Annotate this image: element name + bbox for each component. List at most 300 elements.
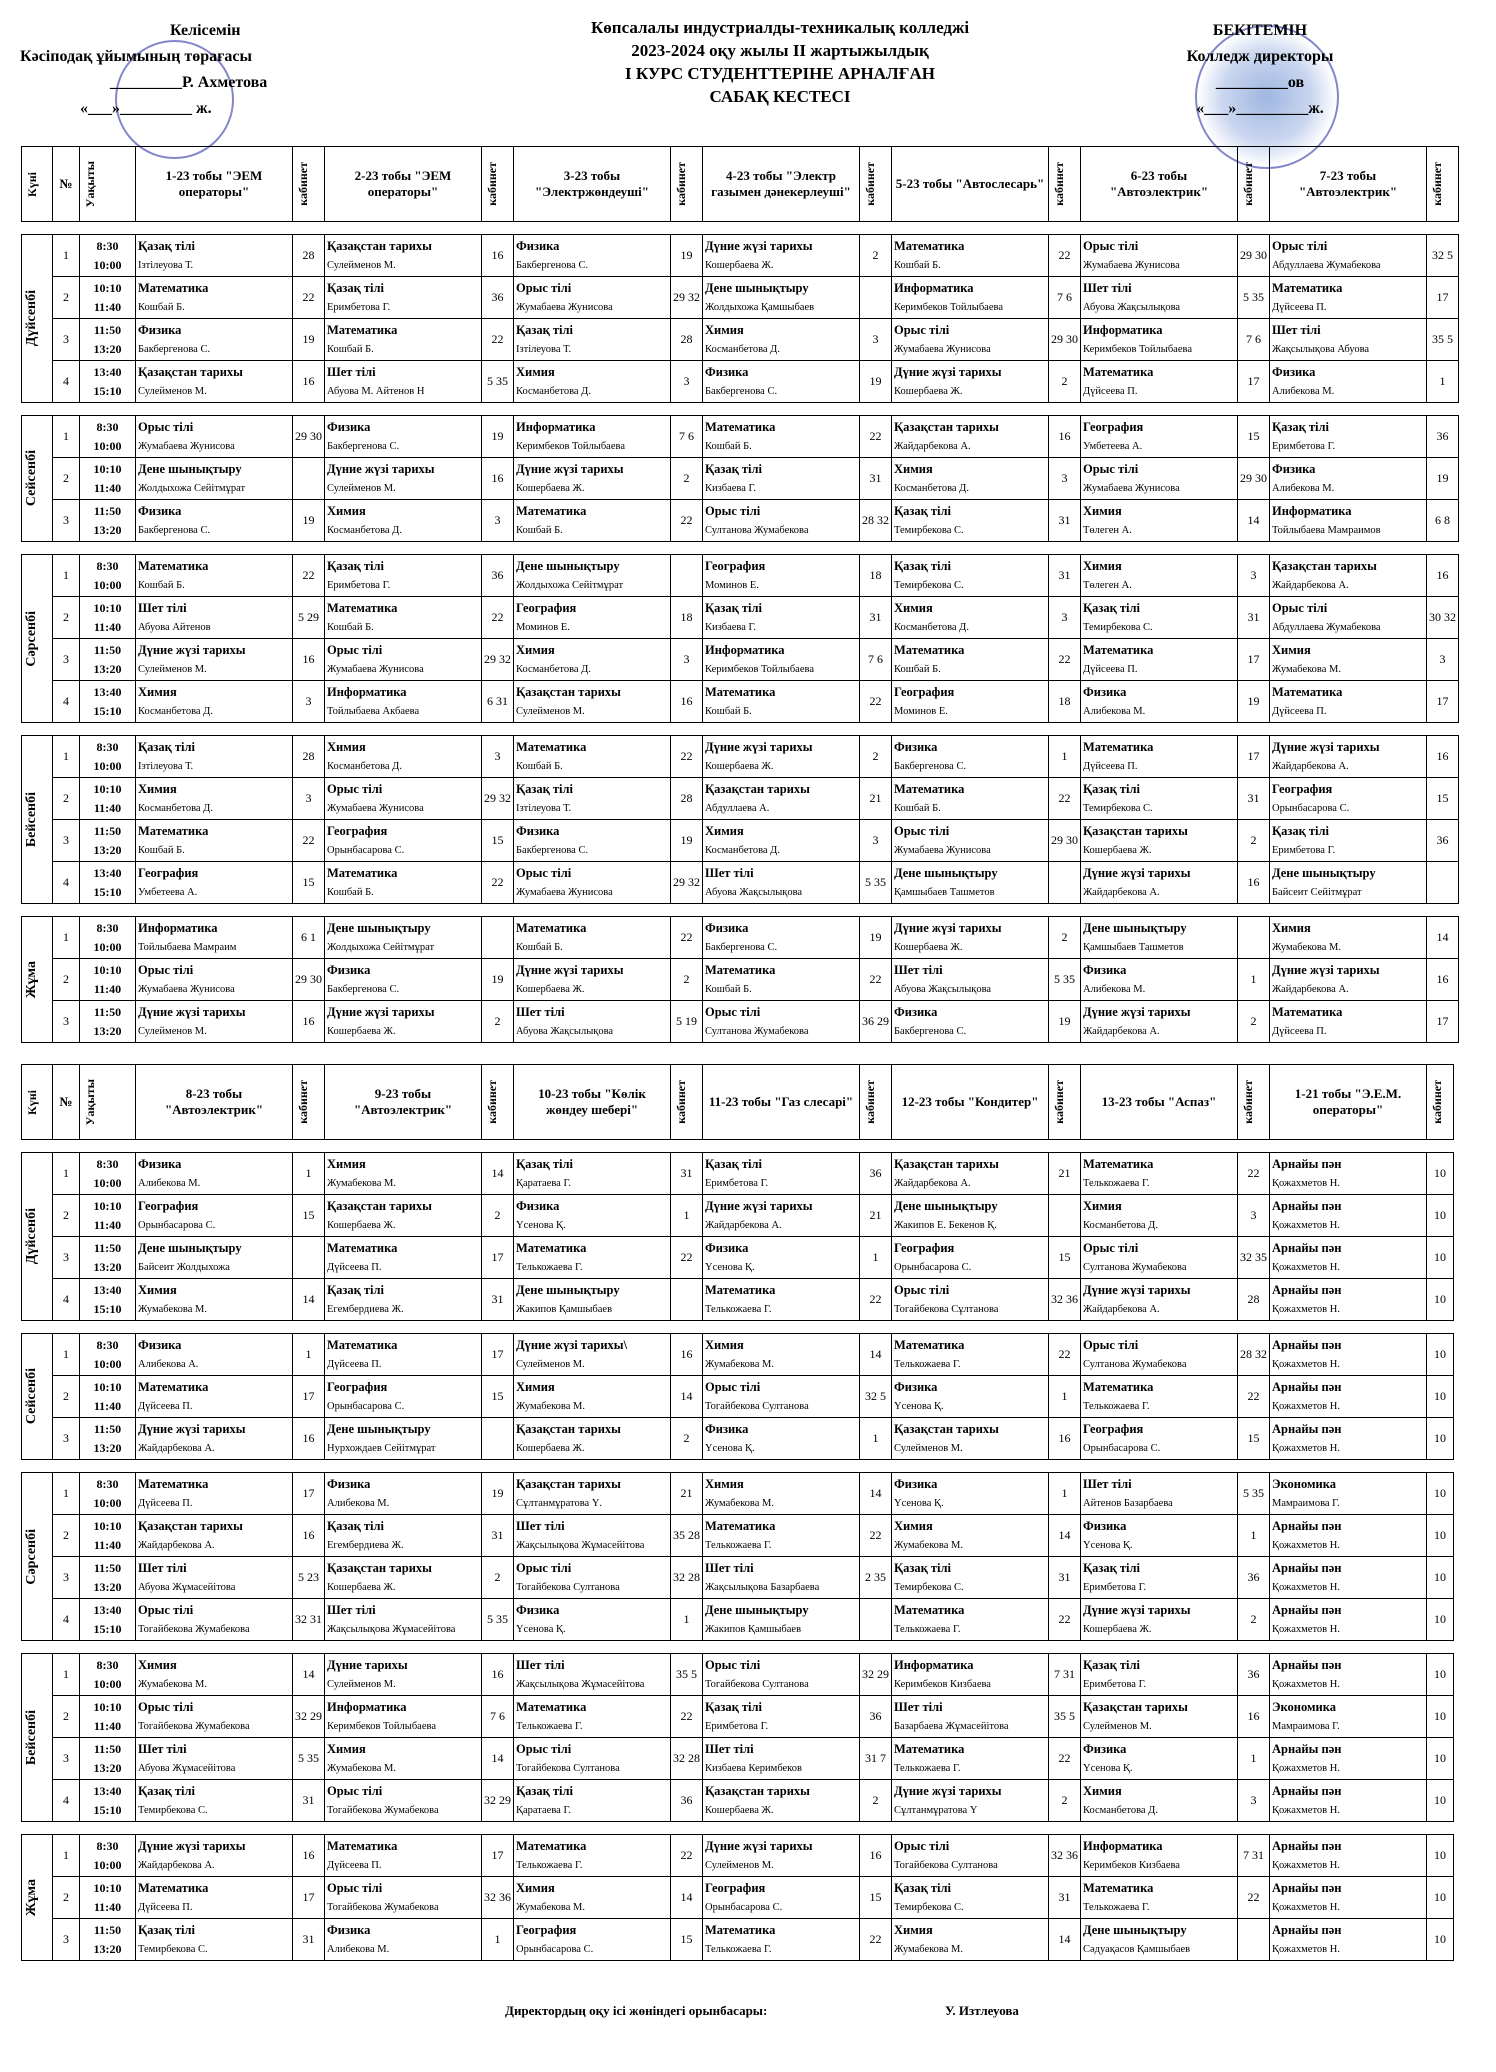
lesson-cell — [325, 1919, 482, 1961]
teacher: Тогайбекова Сұлтанова — [894, 1303, 999, 1315]
subject: Химия — [1083, 1783, 1122, 1798]
cabinet-number — [1238, 1919, 1270, 1961]
lesson-cell — [892, 500, 1049, 542]
subject: Орыс тілі — [894, 1282, 950, 1297]
cabinet-number: 16 — [293, 1001, 325, 1043]
cabinet-number: 32 35 — [1238, 1237, 1270, 1279]
lesson-cell — [703, 1473, 860, 1515]
lesson-cell — [892, 639, 1049, 681]
lesson-cell — [892, 1515, 1049, 1557]
lesson-cell — [892, 862, 1049, 904]
cabinet-number: 19 — [860, 361, 892, 403]
teacher: Қожахметов Н. — [1272, 1943, 1340, 1955]
cabinet-number: 35 5 — [1427, 319, 1459, 361]
cabinet-number: 10 — [1427, 1557, 1454, 1599]
teacher: Телькожаева Г. — [1083, 1901, 1150, 1913]
subject: География — [327, 1379, 388, 1394]
teacher: Қожахметов Н. — [1272, 1177, 1340, 1189]
lesson-cell — [1270, 1835, 1427, 1877]
lesson-cell — [514, 235, 671, 277]
teacher: Жайдарбекова А. — [1083, 1025, 1160, 1037]
lesson-time: 10:10 11:40 — [80, 1195, 136, 1237]
number-header: № — [53, 147, 80, 222]
lesson-row — [22, 1153, 1454, 1195]
teacher: Телькожаева Г. — [516, 1859, 583, 1871]
subject: Орыс тілі — [1272, 600, 1328, 615]
teacher: Жакипов Е. Бекенов Қ. — [894, 1219, 997, 1231]
cabinet-number: 16 — [1238, 862, 1270, 904]
cabinet-number: 17 — [482, 1237, 514, 1279]
lesson-cell — [514, 959, 671, 1001]
subject: Физика — [894, 1476, 938, 1491]
cabinet-number: 15 — [293, 1195, 325, 1237]
lesson-cell — [136, 1237, 293, 1279]
teacher: Сәдуақасов Қамшыбаев — [1083, 1943, 1191, 1955]
teacher: Бакбергенова С. — [138, 343, 211, 355]
cabinet-number: 1 — [293, 1334, 325, 1376]
cabinet-number: 31 — [1049, 1557, 1081, 1599]
lesson-cell — [514, 500, 671, 542]
teacher: Кошбай Б. — [705, 983, 752, 995]
teacher: Қожахметов Н. — [1272, 1678, 1340, 1690]
subject: Дүние жүзі тарихы — [1083, 865, 1191, 880]
lesson-row — [22, 416, 1459, 458]
subject: Физика — [894, 739, 938, 754]
teacher: Жумабаева Жунисова — [327, 663, 424, 675]
cabinet-number: 36 29 — [860, 1001, 892, 1043]
subject: Химия — [516, 364, 555, 379]
teacher: Орынбасарова С. — [516, 1943, 594, 1955]
cabinet-number: 22 — [1049, 1334, 1081, 1376]
day-separator — [22, 1822, 1454, 1835]
teacher: Айтенов Базарбаева — [1083, 1497, 1173, 1509]
cabinet-number: 15 — [482, 1376, 514, 1418]
cabinet-number: 7 6 — [860, 639, 892, 681]
cabinet-number: 22 — [293, 277, 325, 319]
lesson-cell — [703, 1376, 860, 1418]
subject: Математика — [1272, 684, 1343, 699]
lesson-cell — [703, 1780, 860, 1822]
lesson-cell — [1270, 555, 1427, 597]
subject: Математика — [1083, 1379, 1154, 1394]
lesson-row — [22, 1376, 1454, 1418]
subject: География — [138, 1198, 199, 1213]
lesson-row — [22, 917, 1459, 959]
subject: Қазақ тілі — [138, 739, 196, 754]
lesson-cell — [1270, 862, 1427, 904]
subject: Қазақ тілі — [705, 461, 763, 476]
subject: Математика — [894, 642, 965, 657]
subject: Қазақ тілі — [1272, 823, 1330, 838]
teacher: Кошербаева Ж. — [516, 983, 585, 995]
cabinet-number — [671, 555, 703, 597]
lesson-cell — [1081, 1195, 1238, 1237]
subject: Дене шынықтыру — [894, 1198, 998, 1213]
subject: Қазақ тілі — [1083, 1560, 1141, 1575]
lesson-cell — [703, 736, 860, 778]
cabinet-number: 16 — [482, 235, 514, 277]
lesson-cell — [325, 1153, 482, 1195]
lesson-cell — [703, 1153, 860, 1195]
lesson-cell — [325, 1599, 482, 1641]
cabinet-number: 7 31 — [1049, 1654, 1081, 1696]
cabinet-number: 21 — [1049, 1153, 1081, 1195]
lesson-cell — [514, 1001, 671, 1043]
subject: Шет тілі — [516, 1657, 565, 1672]
teacher: Қаратаева Г. — [516, 1804, 571, 1816]
subject: Қазақ тілі — [894, 1560, 952, 1575]
day-separator — [22, 222, 1459, 235]
teacher: Жайдарбекова А. — [705, 1219, 782, 1231]
lesson-time: 11:50 13:20 — [80, 1919, 136, 1961]
subject: Дене шынықтыру — [327, 920, 431, 935]
subject: Химия — [516, 1379, 555, 1394]
teacher: Тогайбекова Султанова — [705, 1678, 809, 1690]
cabinet-number: 32 36 — [1049, 1279, 1081, 1321]
subject: Арнайы пән — [1272, 1922, 1342, 1937]
teacher: Тогайбекова Жумабекова — [138, 1623, 250, 1635]
teacher: Кизбаева Г. — [705, 482, 757, 494]
subject: Дене шынықтыру — [1272, 865, 1376, 880]
subject: Математика — [138, 280, 209, 295]
lesson-cell — [1270, 1195, 1427, 1237]
lesson-cell — [514, 1696, 671, 1738]
teacher: Үсенова Қ. — [1083, 1539, 1133, 1551]
lesson-cell — [325, 1835, 482, 1877]
teacher: Сулейменов М. — [516, 1358, 585, 1370]
subject: Математика — [1083, 739, 1154, 754]
subject: Химия — [327, 1156, 366, 1171]
subject: География — [1083, 419, 1144, 434]
subject: Орыс тілі — [138, 1699, 194, 1714]
teacher: Абдуллаева Жумабекова — [1272, 259, 1381, 271]
subject: Физика — [1272, 461, 1316, 476]
cabinet-number: 16 — [1427, 736, 1459, 778]
teacher: Орынбасарова С. — [1272, 802, 1350, 814]
teacher: Бакбергенова С. — [894, 760, 967, 772]
teacher: Жолдыхожа Сейітмұрат — [516, 579, 624, 591]
subject: Математика — [138, 1476, 209, 1491]
lesson-cell — [325, 778, 482, 820]
teacher: Дүйсеева П. — [1272, 705, 1327, 717]
lesson-cell — [325, 1334, 482, 1376]
subject: Дүние жүзі тарихы — [705, 1198, 813, 1213]
cabinet-number: 2 — [860, 1780, 892, 1822]
cabinet-number: 32 36 — [1049, 1835, 1081, 1877]
group-header: 5-23 тобы "Автослесарь" — [892, 147, 1049, 222]
subject: Химия — [705, 823, 744, 838]
teacher: Сулейменов М. — [327, 1678, 396, 1690]
subject: Физика — [1083, 684, 1127, 699]
lesson-cell — [703, 1919, 860, 1961]
lesson-cell — [703, 1599, 860, 1641]
subject: Шет тілі — [1083, 1476, 1132, 1491]
teacher: Умбетеева А. — [138, 886, 198, 898]
subject: Қазақ тілі — [894, 558, 952, 573]
subject: Математика — [327, 865, 398, 880]
subject: Дүние жүзі тарихы — [1083, 1602, 1191, 1617]
cabinet-number: 2 — [482, 1195, 514, 1237]
lesson-row — [22, 1334, 1454, 1376]
subject: Информатика — [894, 280, 974, 295]
cabinet-number: 1 — [482, 1919, 514, 1961]
subject: Шет тілі — [327, 364, 376, 379]
subject: Физика — [894, 1379, 938, 1394]
lesson-cell — [514, 1877, 671, 1919]
subject: Дүние жүзі тарихы — [516, 461, 624, 476]
subject: Арнайы пән — [1272, 1657, 1342, 1672]
cabinet-number: 10 — [1427, 1599, 1454, 1641]
lesson-cell — [325, 1696, 482, 1738]
lesson-cell — [325, 1557, 482, 1599]
teacher: Жолдыхожа Қамшыбаев — [705, 301, 815, 313]
lesson-number: 3 — [53, 1237, 80, 1279]
lesson-number: 4 — [53, 862, 80, 904]
lesson-cell — [892, 555, 1049, 597]
teacher: Бакбергенова С. — [327, 440, 400, 452]
lesson-row — [22, 555, 1459, 597]
subject: Қазақстан тарихы — [705, 1783, 810, 1798]
teacher: Еримбетова Г. — [327, 579, 391, 591]
cabinet-number: 3 — [1049, 597, 1081, 639]
teacher: Жакипов Қамшыбаев — [516, 1303, 613, 1315]
subject: Қазақ тілі — [1083, 600, 1141, 615]
cabinet-number: 18 — [671, 597, 703, 639]
cabinet-number: 31 — [293, 1780, 325, 1822]
lesson-cell — [1081, 917, 1238, 959]
cabinet-number — [482, 917, 514, 959]
teacher: Кошбай Б. — [894, 663, 941, 675]
lesson-cell — [892, 681, 1049, 723]
cabinet-number: 2 — [1238, 1001, 1270, 1043]
lesson-time: 10:10 11:40 — [80, 458, 136, 500]
cabinet-number: 3 — [1238, 555, 1270, 597]
teacher: Жумабекова М. — [894, 1943, 963, 1955]
subject: Математика — [138, 1379, 209, 1394]
subject: Орыс тілі — [516, 865, 572, 880]
lesson-cell — [892, 277, 1049, 319]
lesson-number: 1 — [53, 555, 80, 597]
teacher: Косманбетова Д. — [894, 482, 969, 494]
subject: Арнайы пән — [1272, 1783, 1342, 1798]
lesson-cell — [892, 1418, 1049, 1460]
cabinet-number: 29 32 — [482, 778, 514, 820]
teacher: Керимбеков Тойлыбаева — [1083, 343, 1192, 355]
cabinet-number: 3 — [860, 319, 892, 361]
teacher: Абуова Жақсылықова — [1083, 301, 1181, 313]
cabinet-number: 32 31 — [293, 1599, 325, 1641]
cabinet-number: 30 32 — [1427, 597, 1459, 639]
lesson-cell — [1081, 416, 1238, 458]
subject: Химия — [516, 642, 555, 657]
lesson-cell — [703, 1696, 860, 1738]
subject: Дүние жүзі тарихы — [138, 1004, 246, 1019]
lesson-cell — [1270, 361, 1427, 403]
subject: Шет тілі — [1272, 322, 1321, 337]
lesson-cell — [703, 1001, 860, 1043]
lesson-number: 2 — [53, 959, 80, 1001]
cabinet-number: 32 29 — [860, 1654, 892, 1696]
teacher: Жақсылықова Жұмасейітова — [516, 1678, 645, 1690]
lesson-cell — [136, 235, 293, 277]
cabinet-number: 17 — [1427, 681, 1459, 723]
subject: Қазақ тілі — [327, 1518, 385, 1533]
cabinet-number: 21 — [671, 1473, 703, 1515]
cabinet-number: 6 1 — [293, 917, 325, 959]
subject: Дене шынықтыру — [705, 1602, 809, 1617]
teacher: Жақсылықова Жұмасейітова — [516, 1539, 645, 1551]
subject: Информатика — [1083, 322, 1163, 337]
cabinet-number: 15 — [860, 1877, 892, 1919]
lesson-cell — [892, 416, 1049, 458]
cabinet-number: 22 — [1049, 639, 1081, 681]
subject: Информатика — [1272, 503, 1352, 518]
teacher: Ізтілеуова Т. — [138, 760, 194, 772]
lesson-number: 4 — [53, 1599, 80, 1641]
subject: Қазақ тілі — [516, 1156, 574, 1171]
cabinet-number: 10 — [1427, 1515, 1454, 1557]
cabinet-number: 22 — [1049, 778, 1081, 820]
lesson-time: 11:50 13:20 — [80, 1738, 136, 1780]
cabinet-number: 22 — [1238, 1153, 1270, 1195]
subject: Математика — [1272, 280, 1343, 295]
subject: Информатика — [894, 1657, 974, 1672]
header-row — [22, 147, 1459, 222]
lesson-row — [22, 778, 1459, 820]
lesson-cell — [892, 820, 1049, 862]
cabinet-header: кабинет — [1238, 1065, 1270, 1140]
lesson-row — [22, 1001, 1459, 1043]
cabinet-number: 32 28 — [671, 1557, 703, 1599]
lesson-cell — [514, 1195, 671, 1237]
teacher: Қожахметов Н. — [1272, 1804, 1340, 1816]
teacher: Үсенова Қ. — [705, 1261, 755, 1273]
subject: Дүние жүзі тарихы — [1083, 1282, 1191, 1297]
teacher: Моминов Е. — [705, 579, 759, 591]
day-separator — [22, 1641, 1454, 1654]
cabinet-number: 6 31 — [482, 681, 514, 723]
subject: Физика — [1083, 1518, 1127, 1533]
lesson-cell — [136, 1195, 293, 1237]
cabinet-number — [860, 277, 892, 319]
subject: Физика — [138, 1337, 182, 1352]
teacher: Орынбасарова С. — [894, 1261, 972, 1273]
subject: Физика — [327, 1476, 371, 1491]
cabinet-header: кабинет — [860, 1065, 892, 1140]
subject: Орыс тілі — [705, 1004, 761, 1019]
lesson-time: 8:30 10:00 — [80, 917, 136, 959]
teacher: Жақсылықова Абуова — [1272, 343, 1370, 355]
lesson-number: 2 — [53, 1877, 80, 1919]
cabinet-number: 17 — [1427, 1001, 1459, 1043]
lesson-cell — [1081, 597, 1238, 639]
teacher: Жумабаева Жунисова — [138, 983, 235, 995]
lesson-time: 8:30 10:00 — [80, 736, 136, 778]
teacher: Кошбай Б. — [516, 524, 563, 536]
subject: Математика — [705, 1282, 776, 1297]
cabinet-number: 2 — [860, 235, 892, 277]
teacher: Темирбекова С. — [894, 1581, 964, 1593]
lesson-cell — [136, 1919, 293, 1961]
teacher: Үсенова Қ. — [705, 1442, 755, 1454]
cabinet-number: 17 — [482, 1835, 514, 1877]
lesson-cell — [703, 862, 860, 904]
subject: Қазақстан тарихы — [1083, 1699, 1188, 1714]
lesson-cell — [514, 319, 671, 361]
teacher: Алибекова М. — [1272, 482, 1335, 494]
lesson-cell — [892, 1654, 1049, 1696]
lesson-number: 4 — [53, 1279, 80, 1321]
lesson-cell — [325, 639, 482, 681]
teacher: Жумабаева Жунисова — [894, 343, 991, 355]
subject: География — [138, 865, 199, 880]
subject: Қазақ тілі — [516, 322, 574, 337]
subject: Шет тілі — [705, 1560, 754, 1575]
lesson-cell — [892, 1780, 1049, 1822]
cabinet-number: 28 32 — [860, 500, 892, 542]
subject: Шет тілі — [138, 600, 187, 615]
subject: Қазақстан тарихы — [705, 781, 810, 796]
teacher: Сұлтанмұратова Ү. — [516, 1497, 603, 1509]
lesson-time: 11:50 13:20 — [80, 1237, 136, 1279]
teacher: Кошербаева Ж. — [705, 259, 774, 271]
subject: Орыс тілі — [894, 322, 950, 337]
subject: Химия — [138, 1657, 177, 1672]
lesson-time: 13:40 15:10 — [80, 1599, 136, 1641]
teacher: Дүйсеева П. — [1083, 663, 1138, 675]
subject: Физика — [138, 1156, 182, 1171]
cabinet-number: 1 — [1238, 959, 1270, 1001]
cabinet-number: 28 32 — [1238, 1334, 1270, 1376]
subject: Математика — [894, 781, 965, 796]
teacher: Абуова Жақсылықова — [705, 886, 803, 898]
teacher: Жумабаева Жунисова — [516, 886, 613, 898]
lesson-cell — [136, 1153, 293, 1195]
subject: Орыс тілі — [1083, 238, 1139, 253]
teacher: Қамшыбаев Ташметов — [1083, 941, 1184, 953]
subject: Орыс тілі — [138, 1602, 194, 1617]
lesson-cell — [1081, 1557, 1238, 1599]
teacher: Кошбай Б. — [705, 705, 752, 717]
lesson-row — [22, 1237, 1454, 1279]
teacher: Абдуллаева Жумабекова — [1272, 621, 1381, 633]
cabinet-number — [293, 1237, 325, 1279]
teacher: Жайдарбекова А. — [138, 1859, 215, 1871]
lesson-cell — [892, 1195, 1049, 1237]
subject: Математика — [705, 962, 776, 977]
lesson-number: 1 — [53, 1835, 80, 1877]
subject: Қазақстан тарихы — [1272, 558, 1377, 573]
cabinet-number: 29 30 — [1238, 458, 1270, 500]
lesson-cell — [136, 555, 293, 597]
lesson-cell — [892, 1279, 1049, 1321]
teacher: Кошербаева Ж. — [705, 1804, 774, 1816]
cabinet-number: 10 — [1427, 1418, 1454, 1460]
lesson-number: 3 — [53, 1001, 80, 1043]
subject: Химия — [327, 503, 366, 518]
lesson-cell — [136, 1738, 293, 1780]
subject: Математика — [1272, 1004, 1343, 1019]
lesson-cell — [892, 1153, 1049, 1195]
subject: Химия — [894, 1518, 933, 1533]
lesson-cell — [136, 319, 293, 361]
subject: Шет тілі — [516, 1004, 565, 1019]
subject: Физика — [705, 920, 749, 935]
lesson-cell — [325, 917, 482, 959]
teacher: Егембердиева Ж. — [327, 1539, 404, 1551]
teacher: Кошбай Б. — [327, 621, 374, 633]
subject: Математика — [327, 1838, 398, 1853]
